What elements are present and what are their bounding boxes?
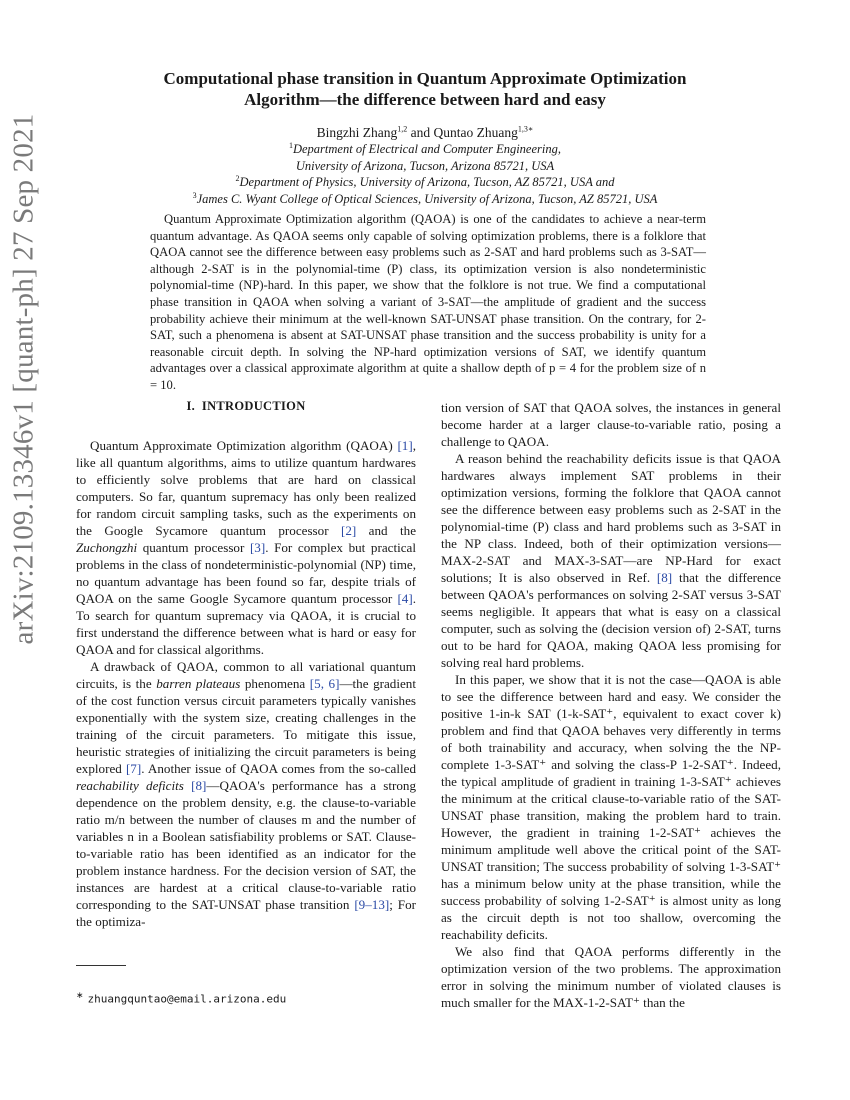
author-affiliation-mark: 1,2 xyxy=(397,124,408,134)
text: and the xyxy=(356,523,416,538)
text: , like all quantum algorithms, aims to utilize quantum hardwares to efficiently solve problems that are hard on classical computers. So far, quantum supremacy has only been realized for random circuit sampling tasks, such as the experiments on the Google Sycamore quantum processor xyxy=(76,438,416,538)
author-conjunction: and xyxy=(410,125,431,140)
text: . To search for quantum supremacy via QAOA, it is crucial to first understand the difference between what is hard or easy for QAOA and for classical algorithms. xyxy=(76,591,416,657)
paragraph: We also find that QAOA performs differently in the optimization version of the two problems. The approximation error in solving the minimum number of violated clauses is much smaller for the MAX-1-2-SAT⁺ than the xyxy=(441,944,781,1010)
affiliations xyxy=(100,141,750,207)
affiliation-1-cont: University of Arizona, Tucson, Arizona 85721, USA xyxy=(295,158,555,173)
text: ; For the optimiza- xyxy=(76,897,416,929)
text: . For complex but practical problems in the class of nondeterministic-polynomial (NP) time, no quantum advantage has been found so far, despite trials of QAOA on the same Google Sycamore quantum processor xyxy=(76,540,416,606)
affiliation-1 xyxy=(100,141,750,158)
text: —the gradient of the cost function versus circuit parameters typically vanishes exponentially with the system size, creating challenges in the training of the circuit parameters. To mitigate this issue, heuristic strategies of initializing the circuit parameters is being explored xyxy=(76,676,416,776)
text: A drawback of QAOA, common to all variational quantum circuits, is the xyxy=(76,659,416,691)
arxiv-stamp xyxy=(2,94,46,664)
title-line-2: Algorithm—the difference between hard and easy xyxy=(244,90,606,109)
affiliation-3 xyxy=(100,191,750,208)
affiliation-mark: 2 xyxy=(235,174,240,184)
right-column xyxy=(441,399,781,1011)
citation-link[interactable]: [1] xyxy=(397,438,413,453)
author-name: Quntao Zhuang xyxy=(433,125,518,140)
paragraph xyxy=(441,450,781,671)
section-title: INTRODUCTION xyxy=(201,399,306,413)
text: phenomena xyxy=(240,676,310,691)
citation-link[interactable]: [5, 6] xyxy=(309,676,340,691)
citation-link[interactable]: [2] xyxy=(340,523,357,538)
text: Quantum Approximate Optimization algorithm (QAOA) xyxy=(90,438,398,453)
paragraph: tion version of SAT that QAOA solves, the instances in general become harder at a larger clause-to-variable ratio, posing a challenge to QAOA. xyxy=(441,400,781,449)
footnote-mark: ∗ xyxy=(76,990,84,1000)
text: A reason behind the reachability deficits issue is that QAOA hardwares always implement SAT problems in their optimization versions, forming the folklore that QAOA cannot see the difference between easy problems such as 2-SAT in the polynomial-time (P) class and hard problems such as 3-SAT in the NP class. Indeed, both of their optimization versions—MAX-2-SAT and MAX-3-SAT—are NP-Hard for exact solutions; It is also observed in Ref. xyxy=(441,451,781,585)
affiliation-mark: 1 xyxy=(288,140,293,150)
text: . Another issue of QAOA comes from the so-called xyxy=(141,761,416,776)
affiliation-text: Department of Physics, University of Arizona, Tucson, AZ 85721, USA and xyxy=(239,175,615,190)
italic-text: Zuchongzhi xyxy=(76,540,138,555)
citation-link[interactable]: [8] xyxy=(191,778,207,793)
citation-link[interactable]: [7] xyxy=(125,761,142,776)
section-number: I. xyxy=(186,399,196,413)
citation-link[interactable]: [9–13] xyxy=(354,897,390,912)
section-heading xyxy=(76,398,416,415)
author-name: Bingzhi Zhang xyxy=(316,125,398,140)
citation-link[interactable]: [4] xyxy=(397,591,413,606)
citation-link[interactable]: [3] xyxy=(249,540,266,555)
italic-text: reachability deficits xyxy=(76,778,184,793)
paper-title xyxy=(100,68,750,110)
paragraph xyxy=(76,437,416,658)
abstract: Quantum Approximate Optimization algorithm (QAOA) is one of the candidates to achieve a near-term quantum advantage. As QAOA seems only capable of solving optimization problems, there is a folklore that QAOA cannot see the difference between easy problems such as 2-SAT and hard problems such as 3-SAT—although 2-SAT is in the polynomial-time (P) class, its optimization version is also nondeterministic polynomial-time (NP)-hard. In this paper, we show that the folklore is not true. We find a computational phase transition in QAOA when solving a variant of 3-SAT—the amplitude of gradient and the success probability achieve their minimum at the well-known SAT-UNSAT phase transition. On the contrary, for 2-SAT, such a phenomena is absent at SAT-UNSAT phase transition and the success probability is unity for a reasonable circuit depth. In solving the NP-hard optimization versions of SAT, we identify quantum advantages over a classical approximate algorithm at quite a shallow depth of p = 4 for the problem size of n = 10. xyxy=(150,212,706,392)
title-line-1: Computational phase transition in Quantum Approximate Optimization xyxy=(163,69,687,88)
author-affiliation-mark: 1,3∗ xyxy=(517,124,534,134)
text: that the difference between QAOA's performances on solving 2-SAT versus 3-SAT seems negligible. It appears that what is easy on a classical computer, such as solving the (decision version of) 2-SAT, turns out to be hard for QAOA, making QAOA less promising for solving real hard problems. xyxy=(441,570,781,670)
affiliation-2 xyxy=(100,174,750,191)
paragraph: In this paper, we show that it is not the case—QAOA is able to see the difference between hard and easy. We consider the positive 1-in-k SAT (1-k-SAT⁺, equivalent to exact cover k) problem and find that QAOA behaves very differently in terms of both trainability and accuracy, when solving the the NP-complete 1-3-SAT⁺ and solving the class-P 1-2-SAT⁺. Indeed, the typical amplitude of gradient in training 1-3-SAT⁺ achieves the minimum at the critical clause-to-variable ratio of the SAT-UNSAT phase transition, making the problem hard to train. However, the gradient in training 1-2-SAT⁺ achieves the minimum amplitude well above the critical point of the SAT-UNSAT transition; The success probability of solving 1-3-SAT⁺ has a minimum below unity at the phase transition, while the success probability of solving 1-2-SAT⁺ is almost unity as long as the circuit depth is not too shallow, overcoming the reachability deficits. xyxy=(441,672,781,942)
affiliation-text: James C. Wyant College of Optical Sciences, University of Arizona, Tucson, AZ 85721, USA xyxy=(196,191,658,206)
paragraph xyxy=(76,658,416,930)
affiliation-mark: 3 xyxy=(192,190,197,200)
footnote-rule xyxy=(76,965,126,966)
text: quantum processor xyxy=(137,540,250,555)
author-list xyxy=(100,124,750,141)
left-column xyxy=(76,398,416,930)
footnote-email[interactable]: zhuangquntao@email.arizona.edu xyxy=(87,992,287,1006)
affiliation-text: Department of Electrical and Computer Engineering, xyxy=(292,142,561,156)
citation-link[interactable]: [8] xyxy=(656,570,673,585)
arxiv-identifier: arXiv:2109.13346v1 [quant-ph] 27 Sep 2021 xyxy=(7,113,40,645)
italic-text: barren plateaus xyxy=(156,676,241,691)
text: —QAOA's performance has a strong dependence on the problem density, e.g. the clause-to-variable ratio m/n between the number of clauses m and the number of variables n in a Boolean satisfiability problems or SAT. Clause-to-variable ratio has been identified as an indicator for the problem instance hardness. For the decision version of SAT, the instances are hardest at a critical clause-to-variable ratio corresponding to the SAT-UNSAT phase transition xyxy=(76,778,416,912)
footnote xyxy=(76,990,286,1006)
